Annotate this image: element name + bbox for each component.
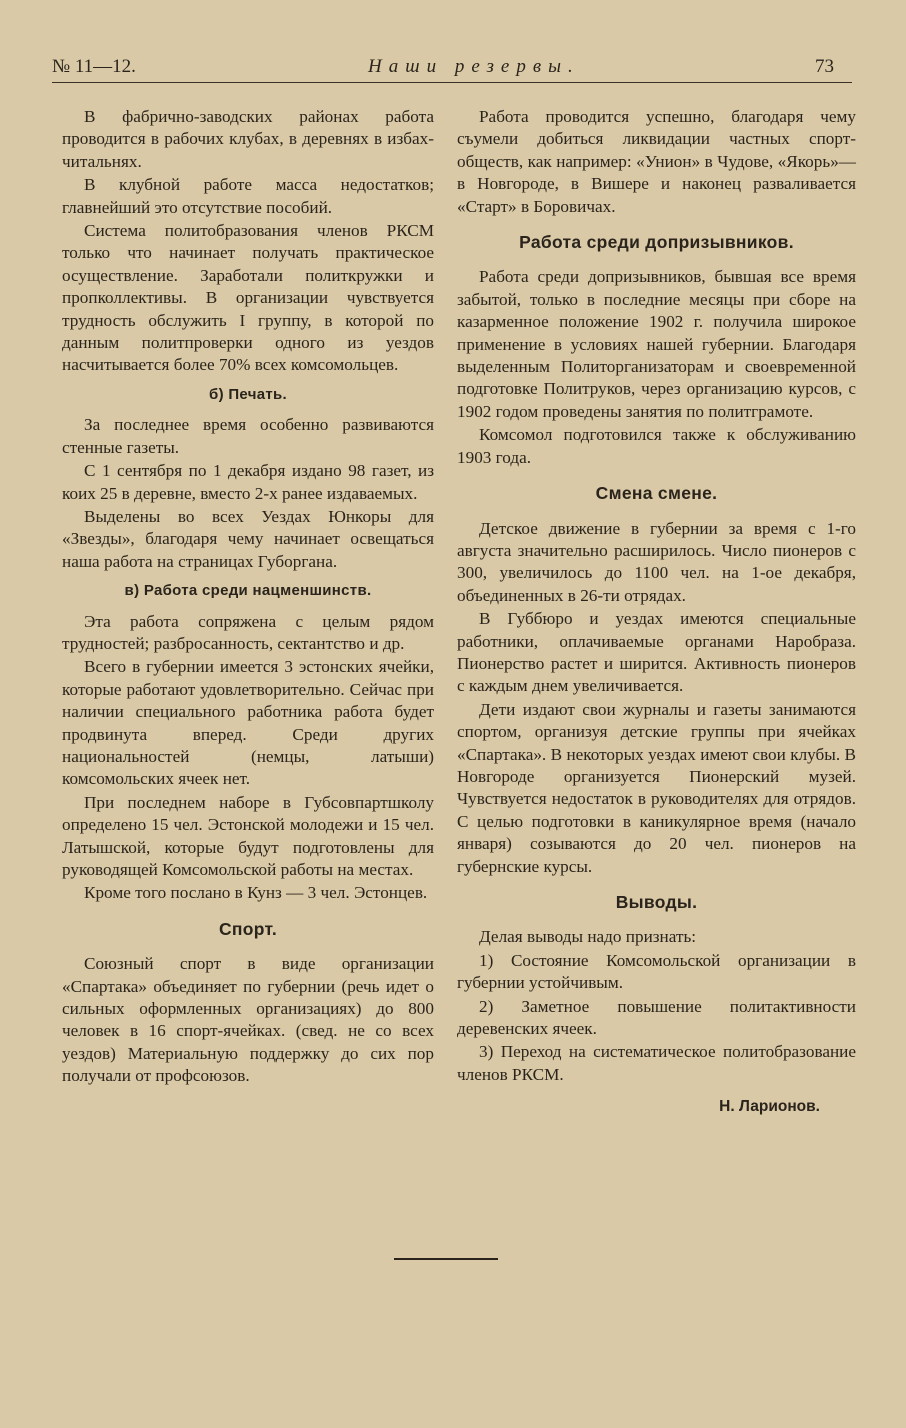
- paragraph: При последнем наборе в Губсовпартшколу определено 15 чел. Эстонской молодежи и 15 чел. Латышской, которые будут подготовлены для руководящей Комсомольской работы на местах.: [62, 792, 434, 879]
- page-number: 73: [815, 56, 834, 77]
- journal-section-title: Наши резервы.: [368, 56, 580, 77]
- section-heading-conscripts: Работа среди допризывников.: [519, 232, 794, 253]
- paragraph: С 1 сентября по 1 декабря издано 98 газет, из коих 25 в деревне, вместо 2-х ранее издаваемых.: [62, 461, 434, 503]
- paragraph: 2) Заметное повышение политактивности деревенских ячеек.: [457, 996, 856, 1039]
- paragraph: Делая выводы надо признать:: [479, 927, 697, 947]
- paragraph: В Губбюро и уездах имеются специальные работники, оплачиваемые органами Наробраза. Пионерство растет и ширится. Активность пионеров с каждым днем увеличивается.: [457, 609, 856, 696]
- paragraph: Дети издают свои журналы и газеты занимаются спортом, организуя детские группы при ячейках «Спартака». В некоторых уездах имеют свои клубы. В Новгороде организуется Пионерский музей. Чувствуется недостаток в руководителях для отрядов. С целью подготовки в каникулярное время (начало января) созываются до 20 чел. пионеров на губернские курсы.: [457, 699, 856, 876]
- paragraph: Всего в губернии имеется 3 эстонских ячейки, которые работают удовлетворительно. Сейчас при наличии специального работника работа будет продвинута вперед. Среди других национальностей (немцы, латыши) комсомольских ячеек нет.: [62, 657, 434, 789]
- paragraph: Эта работа сопряжена с целым рядом трудностей; разбросанность, сектантство и др.: [62, 611, 434, 653]
- paragraph: Система политобразования членов РКСМ только что начинает получать практическое осуществление. Заработали политкружки и пропколлективы. В организации чувствуется трудность обслужить I группу, в которой по данным политпроверки одного из уездов насчитывается более 70% всех комсомольцев.: [62, 221, 434, 375]
- section-heading-print: б) Печать.: [209, 385, 287, 403]
- section-heading-sport: Спорт.: [218, 918, 278, 939]
- paragraph: Детское движение в губернии за время с 1-го августа значительно расширилось. Число пионеров с 300, увеличилось до 1100 чел. на 1-ое декабря, объединенных в 26-ти отрядах.: [457, 518, 856, 605]
- paragraph: 3) Переход на систематическое политобразование членов РКСМ.: [457, 1042, 856, 1084]
- section-heading-minorities: в) Работа среди нацменшинств.: [124, 582, 372, 600]
- paragraph: В клубной работе масса недостатков; главнейший это отсутствие пособий.: [62, 175, 434, 217]
- issue-number: № 11—12.: [52, 56, 136, 77]
- paragraph: Союзный спорт в виде организации «Спартака» объединяет по губернии (речь идет о сильных оформленных организациях) до 800 человек в 16 спорт-ячейках. (свед. не со всех уездов) Материальную поддержку до сих пор получали от профсоюзов.: [62, 954, 434, 1086]
- paragraph: 1) Состояние Комсомольской организации в губернии устойчивым.: [457, 950, 856, 993]
- paragraph: Кроме того послано в Кунз — 3 чел. Эстонцев.: [84, 883, 428, 903]
- author-signature: Н. Ларионов.: [719, 1098, 820, 1116]
- paragraph: За последнее время особенно развиваются стенные газеты.: [62, 415, 434, 457]
- running-header: [52, 54, 852, 83]
- paragraph: Комсомол подготовился также к обслуживанию 1903 года.: [457, 425, 856, 467]
- paragraph: Выделены во всех Уездах Юнкоры для «Звезды», благодаря чему начинает освещаться наша работа на страницах Губоргана.: [62, 506, 434, 571]
- section-heading-conclusions: Выводы.: [615, 892, 698, 912]
- section-heading-change: Смена смене.: [595, 483, 718, 504]
- paragraph: Работа среди допризывников, бывшая все время забытой, только в последние месяцы при сборе на казарменное положение 1902 г. получила широкое применение в условиях нашей губернии. Благодаря выделенным Политорганизаторам и своевременной подготовке Политруков, через организацию курсов, с 1902 годом проведены занятия по политграмоте.: [457, 267, 856, 421]
- right-column: [457, 106, 856, 1119]
- paragraph: Работа проводится успешно, благодаря чему съумели добиться ликвидации частных спорт-обществ, как например: «Унион» в Чудове, «Якорь»—в Новгороде, в Вишере и наконец разваливается «Старт» в Боровичах.: [457, 107, 856, 216]
- end-rule-divider: [394, 1258, 498, 1260]
- left-column: [62, 106, 434, 1088]
- paragraph: В фабрично-заводских районах работа проводится в рабочих клубах, в деревнях в избах-читальнях.: [62, 107, 434, 171]
